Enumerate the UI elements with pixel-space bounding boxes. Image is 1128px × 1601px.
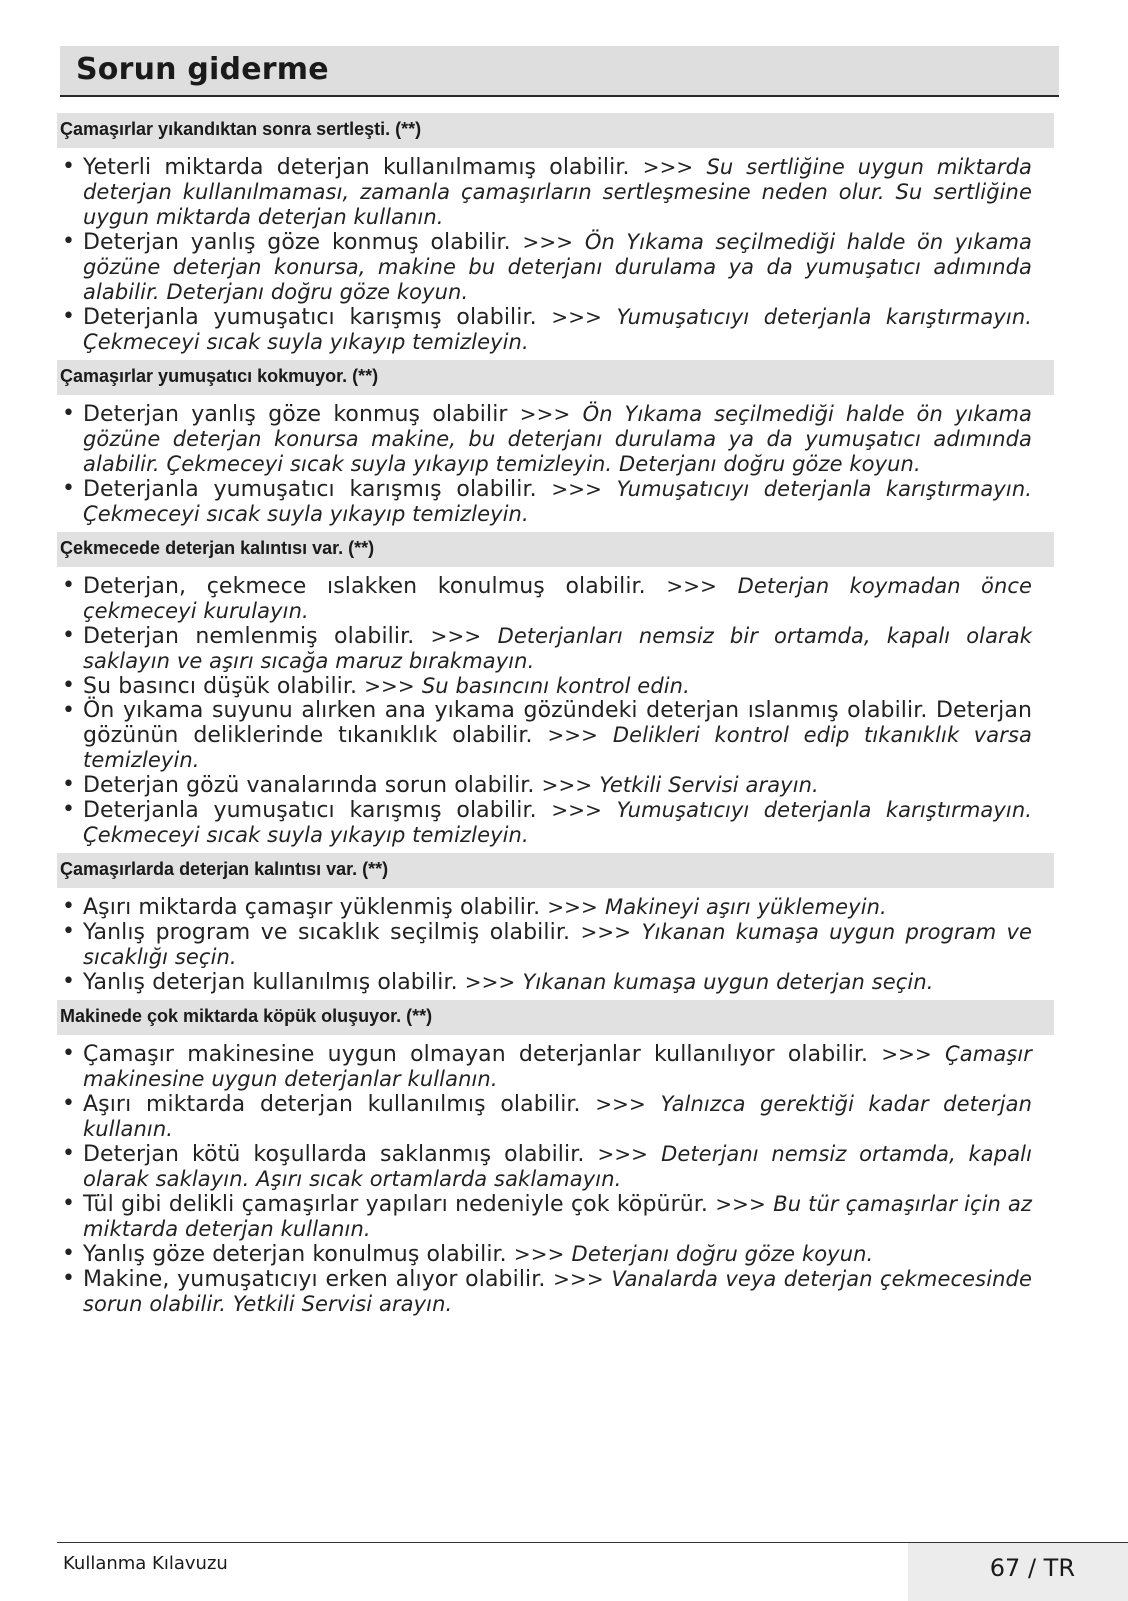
solution-text: Yumuşatıcıyı deterjanla karıştırmayın. Çekmeceyi sıcak suyla yıkayıp temizleyin. (83, 477, 1032, 526)
section-heading: Çamaşırlarda deterjan kalıntısı var. (**) (57, 853, 1054, 888)
section-heading: Çamaşırlar yumuşatıcı kokmuyor. (**) (57, 360, 1054, 395)
arrow-separator: >>> (595, 1092, 646, 1116)
cause-text: Deterjanla yumuşatıcı karışmış olabilir. (83, 798, 537, 823)
bullet-icon: • (62, 304, 76, 329)
cause-text: Deterjan gözü vanalarında sorun olabilir. (83, 773, 535, 798)
problem-list (57, 1035, 1054, 1322)
cause-text: Deterjan kötü koşullarda saklanmış olabilir. (83, 1142, 585, 1167)
list-item (57, 920, 1054, 970)
cause-text: Yanlış deterjan kullanılmış olabilir. (83, 970, 458, 995)
arrow-separator: >>> (551, 305, 602, 329)
troubleshooting-section (57, 113, 1054, 360)
arrow-separator: >>> (666, 574, 717, 598)
bullet-icon: • (62, 1091, 76, 1116)
list-item (57, 699, 1054, 773)
page-header (60, 46, 1059, 97)
solution-text: Çamaşır makinesine uygun deterjanlar kullanın. (83, 1042, 1033, 1091)
arrow-separator: >>> (522, 230, 574, 254)
cause-text: Makine, yumuşatıcıyı erken alıyor olabilir. (83, 1267, 546, 1292)
problem-list (57, 567, 1054, 853)
list-item (57, 773, 1054, 798)
solution-text: Deterjan koymadan önce çekmeceyi kurulayın. (83, 574, 1033, 623)
arrow-separator: >>> (513, 1242, 565, 1266)
solution-text: Yumuşatıcıyı deterjanla karıştırmayın. Çekmeceyi sıcak suyla yıkayıp temizleyin. (83, 798, 1032, 847)
cause-text: Çamaşır makinesine uygun olmayan deterjanlar kullanılıyor olabilir. (83, 1042, 869, 1067)
troubleshooting-content (57, 113, 1054, 1322)
solution-text: Yetkili Servisi arayın. (599, 773, 819, 797)
cause-text: Deterjanla yumuşatıcı karışmış olabilir. (83, 477, 537, 502)
cause-text: Aşırı miktarda çamaşır yüklenmiş olabilir. (83, 895, 541, 920)
troubleshooting-section (57, 1000, 1054, 1322)
solution-text: Delikleri kontrol edip tıkanıklık varsa temizleyin. (83, 723, 1033, 772)
solution-text: Su sertliğine uygun miktarda deterjan kullanılmaması, zamanla çamaşırların sertleşmesine neden olur. Su sertliğine uygun miktarda deterjan kullanın. (83, 155, 1033, 229)
bullet-icon: • (62, 229, 76, 254)
bullet-icon: • (62, 1041, 76, 1066)
troubleshooting-section (57, 853, 1054, 1000)
bullet-icon: • (62, 772, 76, 797)
solution-text: Deterjanı nemsiz ortamda, kapalı olarak saklayın. Aşırı sıcak ortamlarda saklamayın. (83, 1142, 1033, 1191)
list-item (57, 624, 1054, 674)
bullet-icon: • (62, 1141, 76, 1166)
bullet-icon: • (62, 969, 76, 994)
arrow-separator: >>> (881, 1042, 932, 1066)
bullet-icon: • (62, 698, 76, 723)
bullet-icon: • (62, 401, 76, 426)
arrow-separator: >>> (519, 402, 571, 426)
list-item (57, 1267, 1054, 1317)
cause-text: Yanlış program ve sıcaklık seçilmiş olabilir. (83, 920, 571, 945)
list-item (57, 155, 1054, 230)
cause-text: Su basıncı düşük olabilir. (83, 674, 358, 699)
solution-text: Su basıncını kontrol edin. (421, 674, 690, 698)
list-item (57, 477, 1054, 527)
bullet-icon: • (62, 476, 76, 501)
arrow-separator: >>> (551, 477, 602, 501)
solution-text: Ön Yıkama seçilmediği halde ön yıkama gözüne deterjan konursa, makine bu deterjanı durulama ya da yumuşatıcı adımında alabilir. Deterjanı doğru göze koyun. (83, 230, 1032, 304)
bullet-icon: • (62, 894, 76, 919)
troubleshooting-section (57, 532, 1054, 853)
solution-text: Bu tür çamaşırlar için az miktarda deterjan kullanın. (83, 1192, 1033, 1241)
arrow-separator: >>> (547, 723, 599, 747)
arrow-separator: >>> (464, 970, 516, 994)
troubleshooting-section (57, 360, 1054, 532)
arrow-separator: >>> (430, 624, 482, 648)
list-item (57, 1042, 1054, 1092)
list-item (57, 230, 1054, 305)
cause-text: Deterjan yanlış göze konmuş olabilir (83, 402, 508, 427)
bullet-icon: • (62, 673, 76, 698)
solution-text: Yıkanan kumaşa uygun deterjan seçin. (522, 970, 934, 994)
section-heading: Makinede çok miktarda köpük oluşuyor. (**) (57, 1000, 1054, 1035)
page-title: Sorun giderme (76, 52, 329, 87)
list-item (57, 895, 1054, 920)
solution-text: Makineyi aşırı yüklemeyin. (605, 895, 887, 919)
list-item (57, 1242, 1054, 1267)
list-item (57, 305, 1054, 355)
arrow-separator: >>> (715, 1192, 766, 1216)
solution-text: Yalnızca gerektiği kadar deterjan kullanın. (83, 1092, 1032, 1141)
cause-text: Ön yıkama suyunu alırken ana yıkama gözündeki deterjan ıslanmış olabilir. Deterjan gözünün deliklerinde tıkanıklık olabilir. (83, 698, 1032, 748)
solution-text: Deterjanları nemsiz bir ortamda, kapalı olarak saklayın ve aşırı sıcağa maruz bırakmayın. (83, 624, 1033, 673)
problem-list (57, 888, 1054, 1000)
list-item (57, 1092, 1054, 1142)
list-item (57, 1142, 1054, 1192)
cause-text: Yanlış göze deterjan konulmuş olabilir. (83, 1242, 507, 1267)
bullet-icon: • (62, 797, 76, 822)
list-item (57, 574, 1054, 624)
problem-list (57, 148, 1054, 360)
page-number: 67 / TR (989, 1554, 1075, 1582)
bullet-icon: • (62, 1266, 76, 1291)
bullet-icon: • (62, 623, 76, 648)
section-heading: Çekmecede deterjan kalıntısı var. (**) (57, 532, 1054, 567)
cause-text: Deterjanla yumuşatıcı karışmış olabilir. (83, 305, 537, 330)
solution-text: Yıkanan kumaşa uygun program ve sıcaklığı seçin. (83, 920, 1033, 969)
arrow-separator: >>> (547, 895, 598, 919)
cause-text: Deterjan nemlenmiş olabilir. (83, 624, 415, 649)
list-item (57, 402, 1054, 477)
bullet-icon: • (62, 1191, 76, 1216)
page-number-box (908, 1543, 1128, 1601)
solution-text: Yumuşatıcıyı deterjanla karıştırmayın. Çekmeceyi sıcak suyla yıkayıp temizleyin. (83, 305, 1032, 354)
solution-text: Ön Yıkama seçilmediği halde ön yıkama gözüne deterjan konursa makine, bu deterjanı durulama ya da yumuşatıcı adımında alabilir. Çekmeceyi sıcak suyla yıkayıp temizleyin. Deterjanı doğru göze koyun. (83, 402, 1033, 476)
arrow-separator: >>> (553, 1267, 604, 1291)
arrow-separator: >>> (642, 155, 694, 179)
arrow-separator: >>> (364, 674, 415, 698)
section-heading: Çamaşırlar yıkandıktan sonra sertleşti. (**) (57, 113, 1054, 148)
list-item (57, 1192, 1054, 1242)
bullet-icon: • (62, 1241, 76, 1266)
footer-manual-name: Kullanma Kılavuzu (63, 1553, 228, 1574)
solution-text: Deterjanı doğru göze koyun. (571, 1242, 874, 1266)
bullet-icon: • (62, 919, 76, 944)
problem-list (57, 395, 1054, 532)
cause-text: Deterjan yanlış göze konmuş olabilir. (83, 230, 511, 255)
cause-text: Tül gibi delikli çamaşırlar yapıları nedeniyle çok köpürür. (83, 1192, 709, 1217)
arrow-separator: >>> (551, 798, 602, 822)
list-item (57, 970, 1054, 995)
arrow-separator: >>> (541, 773, 593, 797)
cause-text: Yeterli miktarda deterjan kullanılmamış olabilir. (83, 155, 630, 180)
bullet-icon: • (62, 154, 76, 179)
list-item (57, 798, 1054, 848)
cause-text: Deterjan, çekmece ıslakken konulmuş olabilir. (83, 574, 646, 599)
list-item (57, 674, 1054, 699)
arrow-separator: >>> (597, 1142, 649, 1166)
cause-text: Aşırı miktarda deterjan kullanılmış olabilir. (83, 1092, 581, 1117)
arrow-separator: >>> (580, 920, 632, 944)
bullet-icon: • (62, 573, 76, 598)
solution-text: Vanalarda veya deterjan çekmecesinde sorun olabilir. Yetkili Servisi arayın. (83, 1267, 1032, 1316)
